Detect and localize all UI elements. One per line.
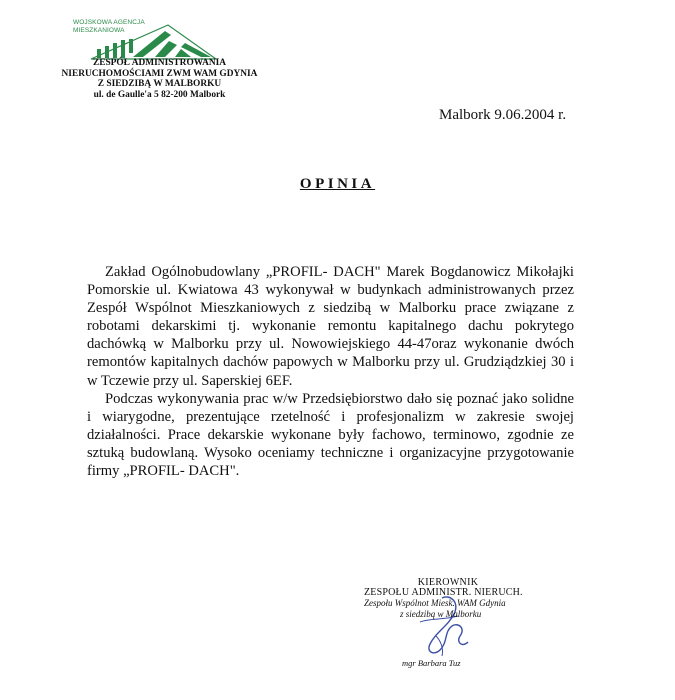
signatory-position: KIEROWNIK [417, 577, 479, 588]
document-title [0, 176, 675, 193]
signature-stamp [348, 578, 548, 620]
letter-body [87, 263, 574, 480]
agency-line-2: MIESZKANIOWA [73, 27, 125, 34]
signatory-department: ZESPOŁU ADMINISTR. NIERUCH. [364, 587, 523, 598]
signatory-name: mgr Barbara Tuz [402, 658, 461, 668]
organization-header [53, 58, 266, 100]
org-line-3: Z SIEDZIBĄ W MALBORKU [97, 79, 222, 89]
stamp-line-2: z siedzibą w Malborku [400, 609, 482, 619]
org-line-1: ZESPÓŁ ADMINISTROWANIA [92, 58, 227, 68]
title-text: OPINIA [299, 176, 376, 192]
document-date: Malbork 9.06.2004 r. [439, 107, 567, 123]
paragraph-2: Podczas wykonywania prac w/w Przedsiębiorstwo dało się poznać jako solidne i wiarygodne, prezentujące rzetelność i profesjonalizm w zakresie swojej działalności. Prace dekarskie wykonane były fachowo, terminowo, zgodnie ze sztuką budowlaną. Wysoko oceniamy techniczne i organizacyjne przygotowanie firmy „PROFIL- DACH". [87, 390, 574, 480]
letterhead-logo [73, 19, 223, 59]
agency-line-1: WOJSKOWA AGENCJA [73, 19, 145, 26]
org-line-2: NIERUCHOMOŚCIAMI ZWM WAM GDYNIA [61, 68, 258, 79]
org-address: ul. de Gaulle'a 5 82-200 Malbork [93, 89, 226, 100]
stamp-line-1: Zespołu Wspólnot Miesk. WAM Gdynia [364, 598, 506, 608]
paragraph-1: Zakład Ogólnobudowlany „PROFIL- DACH" Marek Bogdanowicz Mikołajki Pomorskie ul. Kwiatowa 43 wykonywał w budynkach administrowanych przez Zespół Wspólnot Mieszkaniowych z siedzibą w Malborku prace związane z robotami dekarskimi tj. wykonanie remontu kapitalnego dachu pokrytego dachówką w Malborku przy ul. Nowowiejskiego 44-47oraz wykonanie dwóch remontów kapitalnych dachów papowych w Malborku przy ul. Grudziądzkiej 30 i w Tczewie przy ul. Saperskiej 6EF. [87, 264, 574, 389]
agency-name [73, 19, 145, 35]
